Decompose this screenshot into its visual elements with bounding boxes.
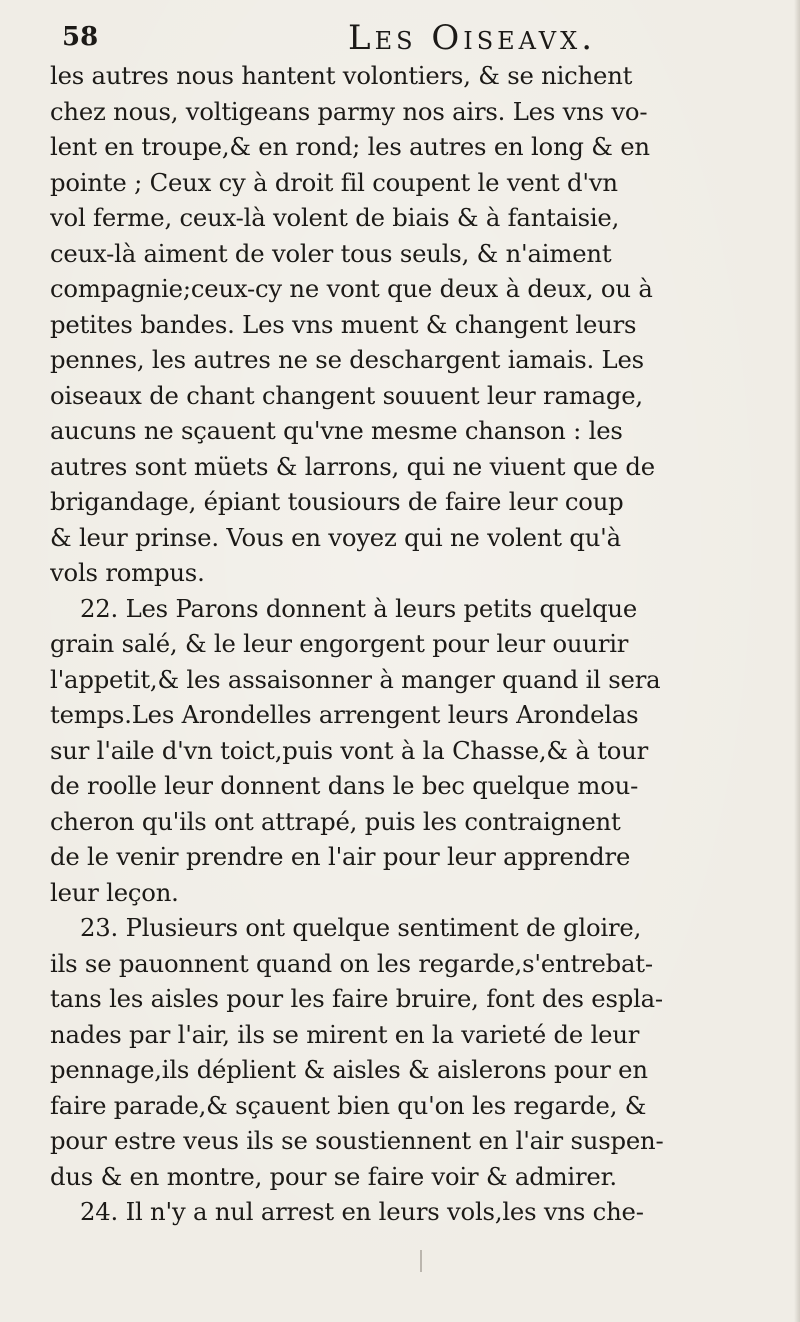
text-line: oiseaux de chant changent souuent leur ramage, bbox=[50, 380, 643, 410]
text-line: sur l'aile d'vn toict,puis vont à la Chasse,& à tour bbox=[50, 735, 649, 765]
text-line: petites bandes. Les vns muent & changent leurs bbox=[50, 309, 637, 339]
text-line: les autres nous hantent volontiers, & se nichent bbox=[50, 61, 633, 90]
paragraph-23-start: 23. Plusieurs ont quelque sentiment de gloire, bbox=[80, 913, 642, 942]
text-line: pointe ; Ceux cy à droit fil coupent le vent d'vn bbox=[50, 167, 618, 197]
text-line: de roolle leur donnent dans le bec quelque mou- bbox=[50, 771, 639, 800]
text-line: tans les aisles pour les faire bruire, font des espla- bbox=[50, 984, 663, 1013]
text-line: l'appetit,& les assaisonner à manger quand il sera bbox=[50, 664, 661, 694]
text-line: nades par l'air, ils se mirent en la varieté de leur bbox=[50, 1019, 640, 1049]
text-line: faire parade,& sçauent bien qu'on les regarde, & bbox=[50, 1090, 647, 1120]
text-line: ceux-là aiment de voler tous seuls, & n'aiment bbox=[50, 238, 612, 268]
paragraph-22-start: 22. Les Parons donnent à leurs petits quelque bbox=[80, 593, 638, 623]
text-line: de le venir prendre en l'air pour leur apprendre bbox=[50, 842, 631, 871]
text-line: aucuns ne sçauent qu'vne mesme chanson : les bbox=[50, 416, 623, 445]
text-line: & leur prinse. Vous en voyez qui ne volent qu'à bbox=[50, 522, 621, 552]
text-line: pour estre veus ils se soustiennent en l'air suspen- bbox=[50, 1126, 664, 1155]
text-line: brigandage, épiant tousiours de faire leur coup bbox=[50, 487, 624, 516]
page-number: 58 bbox=[62, 22, 99, 52]
running-title: Les Oiseavx. bbox=[348, 18, 597, 58]
page-edge-shadow bbox=[794, 0, 800, 1322]
paper-mark bbox=[420, 1250, 422, 1272]
text-line: autres sont müets & larrons, qui ne viuent que de bbox=[50, 451, 655, 481]
text-line: pennes, les autres ne se deschargent iamais. Les bbox=[50, 345, 644, 374]
text-line: lent en troupe,& en rond; les autres en long & en bbox=[50, 132, 650, 161]
text-line: pennage,ils déplient & aisles & aislerons pour en bbox=[50, 1055, 648, 1084]
text-line: temps.Les Arondelles arrengent leurs Arondelas bbox=[50, 700, 639, 729]
text-line: leur leçon. bbox=[50, 877, 179, 907]
text-line: chez nous, voltigeans parmy nos airs. Les vns vo- bbox=[50, 96, 648, 126]
text-line: vols rompus. bbox=[50, 558, 205, 587]
page-header bbox=[60, 14, 780, 60]
paragraph-24-start: 24. Il n'y a nul arrest en leurs vols,les vns che- bbox=[80, 1197, 644, 1226]
text-line: vol ferme, ceux-là volent de biais & à fantaisie, bbox=[50, 203, 620, 232]
text-line: grain salé, & le leur engorgent pour leur ouurir bbox=[50, 629, 629, 658]
text-line: ils se pauonnent quand on les regarde,s'entrebat- bbox=[50, 948, 653, 978]
body-text bbox=[50, 58, 790, 1230]
text-line: dus & en montre, pour se faire voir & admirer. bbox=[50, 1161, 617, 1191]
text-line: cheron qu'ils ont attrapé, puis les contraignent bbox=[50, 806, 621, 836]
text-line: compagnie;ceux-cy ne vont que deux à deux, ou à bbox=[50, 274, 653, 303]
